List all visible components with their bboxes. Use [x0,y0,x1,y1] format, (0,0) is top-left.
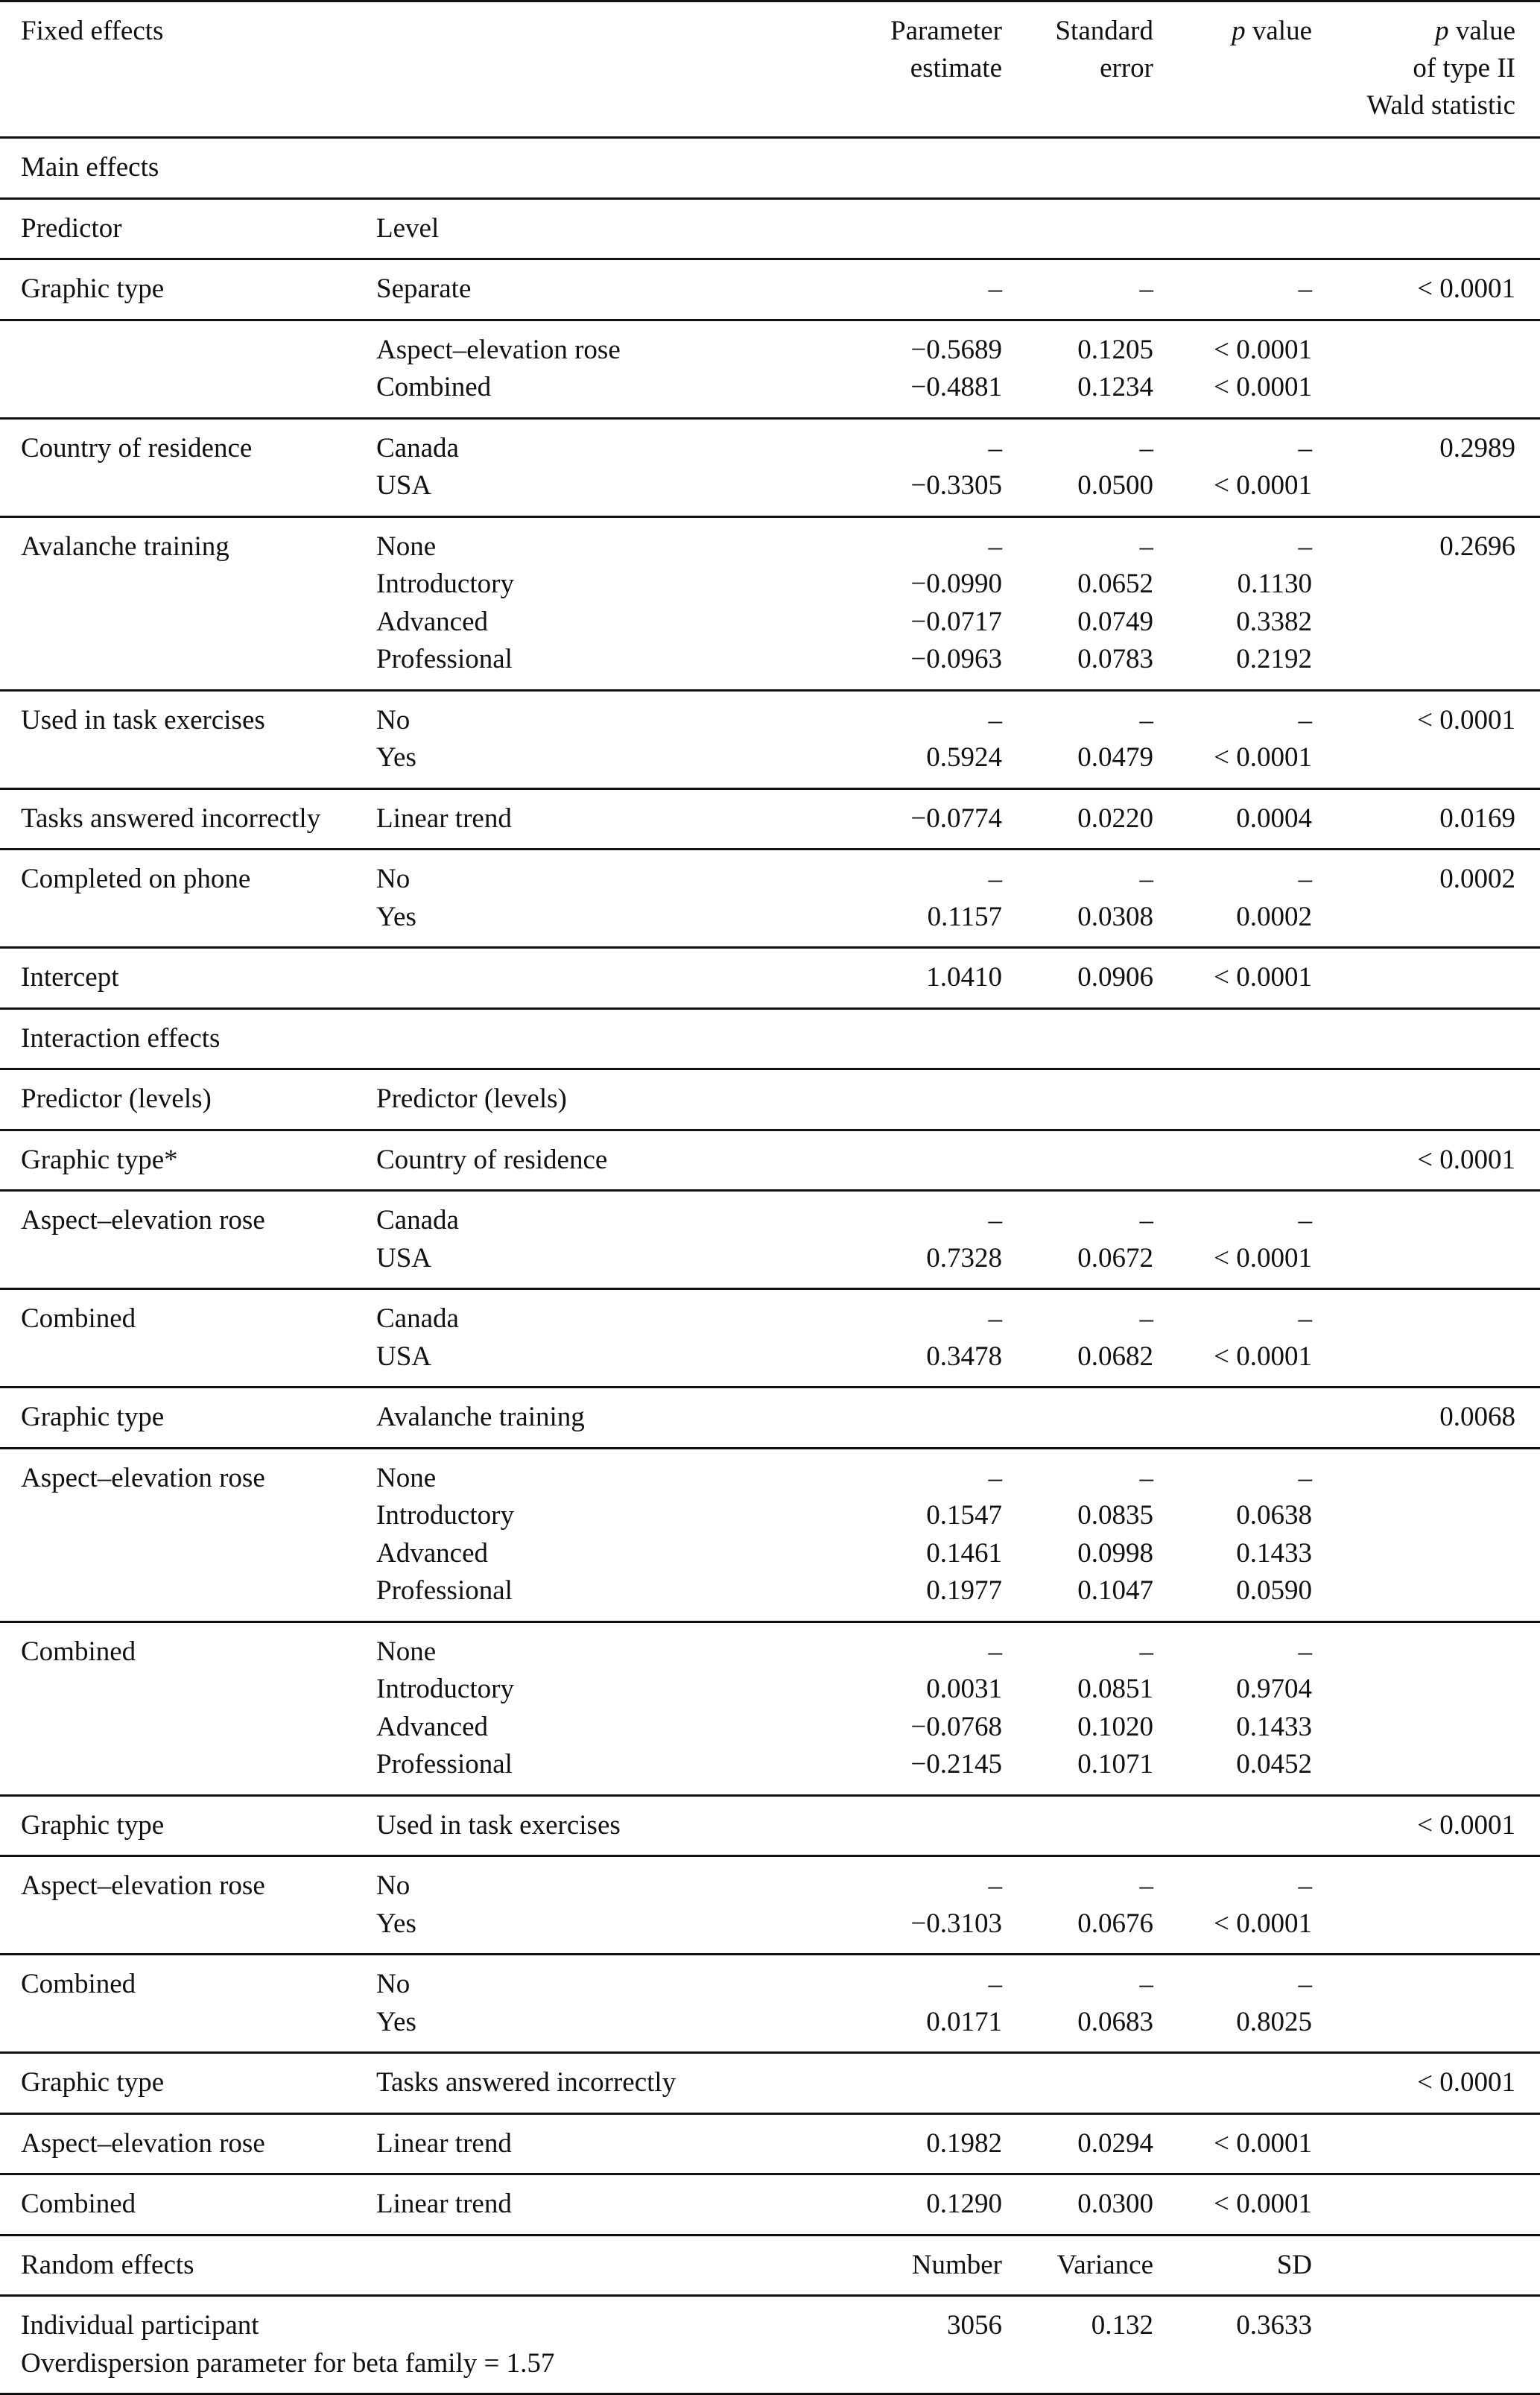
table-row [0,1905,1540,1943]
standard-error-cell: – [1139,1205,1153,1236]
p-value-cell: 0.0638 [1236,1500,1312,1531]
predictor-cell: Aspect–elevation rose [21,2127,265,2159]
estimate-cell: 0.1547 [926,1500,1002,1531]
level-cell: No [376,1870,411,1902]
standard-error-cell: – [1139,864,1153,895]
table-group [0,260,1540,321]
table-row [0,1671,1540,1709]
estimate-cell: 0.1290 [926,2189,1002,2220]
table-row [0,1497,1540,1535]
predictor-cell: Aspect–elevation rose [21,1462,265,1493]
section-interaction-effects: Interaction effects [0,1010,1540,1071]
level-cell: USA [376,1242,432,1274]
level-cell: Canada [376,432,459,464]
level-cell: Introductory [376,569,514,600]
table-row [0,2125,1540,2163]
standard-error-cell: – [1139,531,1153,562]
p-value-cell: – [1298,1636,1312,1667]
p-value-cell: < 0.0001 [1214,372,1312,403]
table-row [0,1142,1540,1180]
wald-p-value-cell: 0.0002 [1439,864,1515,895]
table-row [0,702,1540,740]
standard-error-cell: – [1139,432,1153,464]
predictor-cell: Completed on phone [21,864,251,895]
level-cell: Professional [376,1575,513,1607]
level-cell: Advanced [376,1537,488,1569]
predictor-cell: Combined [21,2189,136,2220]
p-value-cell: – [1298,1870,1312,1902]
standard-error-cell: 0.0308 [1077,901,1153,932]
predictor-cell: Aspect–elevation rose [21,1870,265,1902]
estimate-cell: – [988,864,1002,895]
table-group [0,518,1540,692]
header-standard-error: Standard error [1055,16,1153,83]
estimate-cell: 0.1977 [926,1575,1002,1607]
level-cell: Combined [376,372,492,403]
table-row [0,369,1540,407]
p-value-cell: 0.1433 [1236,1711,1312,1742]
p-value-cell: < 0.0001 [1214,962,1312,993]
estimate-cell: – [988,273,1002,305]
wald-p-value-cell: 0.2989 [1439,432,1515,464]
header-p-value: p value [1232,16,1312,46]
estimate-cell: −0.0717 [910,606,1002,637]
random-effects-body [0,2297,1540,2395]
estimate-cell: −0.2145 [910,1749,1002,1780]
table-row [0,800,1540,838]
level-cell: None [376,1636,437,1667]
level-cell: Canada [376,1205,459,1236]
estimate-cell: 0.0171 [926,2006,1002,2037]
standard-error-cell: 0.0300 [1077,2189,1153,2220]
table-row [0,861,1540,899]
standard-error-cell: 0.1071 [1077,1749,1153,1780]
estimate-cell: – [988,432,1002,464]
interaction-column-labels: Predictor (levels) Predictor (levels) [0,1070,1540,1131]
table-row [0,2004,1540,2042]
level-cell: Professional [376,1749,513,1780]
table-row [0,1572,1540,1610]
table-row [0,604,1540,642]
table-row [0,528,1540,566]
standard-error-cell: 0.1047 [1077,1575,1153,1607]
standard-error-cell: 0.0672 [1077,1242,1153,1274]
table-row [0,1399,1540,1437]
wald-p-value-cell: < 0.0001 [1417,1809,1515,1841]
estimate-cell: 0.1982 [926,2127,1002,2159]
p-value-cell: 0.1433 [1236,1537,1312,1569]
table-group [0,1797,1540,1858]
table-group [0,1857,1540,1955]
estimate-cell: – [988,1870,1002,1902]
p-value-cell: < 0.0001 [1214,1908,1312,1939]
table-group [0,1192,1540,1290]
table-row [0,430,1540,468]
standard-error-cell: – [1139,1636,1153,1667]
level-cell: Avalanche training [376,1402,585,1433]
p-value-cell: < 0.0001 [1214,470,1312,502]
estimate-cell: −0.5689 [910,334,1002,365]
p-value-cell: 0.2192 [1236,644,1312,675]
p-value-cell: < 0.0001 [1214,1341,1312,1372]
standard-error-cell: – [1139,1969,1153,2000]
estimate-cell: −0.4881 [910,372,1002,403]
predictor-cell: Country of residence [21,432,253,464]
p-value-cell: 0.0002 [1236,901,1312,932]
level-cell: No [376,704,411,735]
p-value-cell: 0.0004 [1236,803,1312,834]
estimate-cell: −0.3305 [910,470,1002,502]
table-row [0,899,1540,937]
standard-error-cell: 0.0906 [1077,962,1153,993]
interaction-effects-groups [0,1131,1540,2236]
standard-error-cell: 0.0749 [1077,606,1153,637]
standard-error-cell: – [1139,704,1153,735]
header-parameter-estimate: Parameter estimate [890,16,1002,83]
level-cell: None [376,531,437,562]
section-random-effects: Random effects Number Variance SD [0,2236,1540,2297]
header-wald-p-value: p value of type II Wald statistic [1366,16,1515,121]
table-row [0,1966,1540,2004]
standard-error-cell: – [1139,1870,1153,1902]
level-cell: Yes [376,2006,416,2037]
table-group [0,1388,1540,1449]
predictor-cell: Aspect–elevation rose [21,1205,265,1236]
table-row [0,270,1540,309]
table-row [0,1746,1540,1784]
predictor-cell: Graphic type [21,273,165,305]
p-value-cell: < 0.0001 [1214,2127,1312,2159]
table-group [0,1449,1540,1623]
table-row: Individual participant 3056 0.132 0.3633 [21,2310,1312,2341]
standard-error-cell: 0.0500 [1077,470,1153,502]
table-row [0,1867,1540,1905]
p-value-cell: – [1298,1205,1312,1236]
level-cell: Professional [376,644,513,675]
table-group [0,1623,1540,1797]
estimate-cell: 1.0410 [926,962,1002,993]
standard-error-cell: 0.0851 [1077,1674,1153,1705]
level-cell: Introductory [376,1674,514,1705]
standard-error-cell: 0.0652 [1077,569,1153,600]
level-cell: Country of residence [376,1144,608,1175]
table-group [0,2115,1540,2176]
table-group [0,1131,1540,1192]
p-value-cell: – [1298,432,1312,464]
estimate-cell: – [988,1462,1002,1493]
table-group [0,790,1540,851]
p-value-cell: – [1298,273,1312,305]
level-cell: No [376,1969,411,2000]
level-cell: Linear trend [376,2127,512,2159]
level-cell: Tasks answered incorrectly [376,2067,676,2098]
standard-error-cell: 0.0683 [1077,2006,1153,2037]
level-cell: Yes [376,1908,416,1939]
estimate-cell: – [988,1636,1002,1667]
wald-p-value-cell: < 0.0001 [1417,1144,1515,1175]
table-row [0,1460,1540,1498]
wald-p-value-cell: 0.2696 [1439,531,1515,562]
table-group [0,321,1540,420]
standard-error-cell: 0.0783 [1077,644,1153,675]
predictor-cell: Avalanche training [21,531,229,562]
p-value-cell: – [1298,704,1312,735]
standard-error-cell: – [1139,1303,1153,1335]
estimate-cell: −0.0774 [910,803,1002,834]
table-group [0,850,1540,949]
table-row [0,641,1540,679]
predictor-cell: Combined [21,1636,136,1667]
table-row [0,1338,1540,1376]
estimate-cell: 0.3478 [926,1341,1002,1372]
level-cell: Yes [376,742,416,773]
level-cell: Linear trend [376,2189,512,2220]
p-value-cell: 0.1130 [1237,569,1312,600]
table-row [0,1535,1540,1573]
p-value-cell: – [1298,1462,1312,1493]
wald-p-value-cell: < 0.0001 [1417,704,1515,735]
level-cell: Advanced [376,1711,488,1742]
predictor-cell: Combined [21,1969,136,2000]
main-effects-column-labels: Predictor Level [0,200,1540,261]
table-row [0,2186,1540,2224]
standard-error-cell: 0.1234 [1077,372,1153,403]
level-cell: Used in task exercises [376,1809,621,1841]
p-value-cell: 0.9704 [1236,1674,1312,1705]
table-row [0,1633,1540,1671]
table-group [0,692,1540,790]
estimate-cell: – [988,1303,1002,1335]
predictor-cell: Graphic type [21,1402,165,1433]
standard-error-cell: 0.0676 [1077,1908,1153,1939]
wald-p-value-cell: < 0.0001 [1417,273,1515,305]
standard-error-cell: – [1139,1462,1153,1493]
level-cell: USA [376,470,432,502]
predictor-cell: Combined [21,1303,136,1335]
standard-error-cell: 0.1020 [1077,1711,1153,1742]
wald-p-value-cell: 0.0169 [1439,803,1515,834]
level-cell: Introductory [376,1500,514,1531]
standard-error-cell: 0.0294 [1077,2127,1153,2159]
p-value-cell: – [1298,531,1312,562]
level-cell: USA [376,1341,432,1372]
p-value-cell: 0.0452 [1236,1749,1312,1780]
standard-error-cell: 0.0479 [1077,742,1153,773]
predictor-cell: Graphic type [21,1809,165,1841]
standard-error-cell: 0.1205 [1077,334,1153,365]
level-cell: Aspect–elevation rose [376,334,621,365]
table-group [0,1955,1540,2054]
standard-error-cell: 0.0682 [1077,1341,1153,1372]
table-group [0,2054,1540,2115]
estimate-cell: −0.3103 [910,1908,1002,1939]
level-cell: Advanced [376,606,488,637]
section-main-effects: Main effects [0,139,1540,200]
estimate-cell: – [988,1205,1002,1236]
table-group [0,1290,1540,1388]
table-row [0,332,1540,370]
estimate-cell: −0.0768 [910,1711,1002,1742]
header-fixed-effects: Fixed effects [21,16,164,46]
predictor-cell: Used in task exercises [21,704,265,735]
table-row [0,2064,1540,2102]
estimate-cell: 0.7328 [926,1242,1002,1274]
table-header [0,2,1540,139]
p-value-cell: < 0.0001 [1214,1242,1312,1274]
table-group [0,2175,1540,2236]
standard-error-cell: – [1139,273,1153,305]
predictor-cell: Intercept [21,962,119,993]
p-value-cell: 0.0590 [1236,1575,1312,1607]
p-value-cell: 0.8025 [1236,2006,1312,2037]
p-value-cell: < 0.0001 [1214,334,1312,365]
table-row [0,467,1540,505]
overdispersion-note: Overdispersion parameter for beta family = 1.57 [21,2347,555,2379]
wald-p-value-cell: 0.0068 [1439,1402,1515,1433]
level-cell: None [376,1462,437,1493]
standard-error-cell: 0.0835 [1077,1500,1153,1531]
table-group [0,949,1540,1010]
level-cell: Yes [376,901,416,932]
estimate-cell: 0.1157 [927,901,1002,932]
table-row [0,739,1540,777]
estimate-cell: – [988,704,1002,735]
p-value-cell: < 0.0001 [1214,742,1312,773]
predictor-cell: Graphic type [21,2067,165,2098]
predictor-cell: Tasks answered incorrectly [21,803,321,834]
table-row [0,1202,1540,1240]
p-value-cell: 0.3382 [1236,606,1312,637]
table-row [0,959,1540,997]
p-value-cell: < 0.0001 [1214,2189,1312,2220]
estimate-cell: 0.1461 [926,1537,1002,1569]
estimate-cell: 0.0031 [926,1674,1002,1705]
estimate-cell: −0.0963 [910,644,1002,675]
estimate-cell: – [988,1969,1002,2000]
estimate-cell: −0.0990 [910,569,1002,600]
table-row [0,1300,1540,1338]
level-cell: Separate [376,273,472,305]
estimate-cell: 0.5924 [926,742,1002,773]
table-row [0,1709,1540,1747]
standard-error-cell: 0.0998 [1077,1537,1153,1569]
table-row [0,566,1540,604]
p-value-cell: – [1298,1969,1312,2000]
table-group [0,420,1540,518]
main-effects-groups [0,260,1540,1010]
p-value-cell: – [1298,864,1312,895]
level-cell: Linear trend [376,803,512,834]
estimate-cell: – [988,531,1002,562]
table-row [0,1807,1540,1845]
p-value-cell: – [1298,1303,1312,1335]
standard-error-cell: 0.0220 [1077,803,1153,834]
table-row [0,1240,1540,1278]
wald-p-value-cell: < 0.0001 [1417,2067,1515,2098]
level-cell: No [376,864,411,895]
predictor-cell: Graphic type* [21,1144,178,1175]
level-cell: Canada [376,1303,459,1335]
